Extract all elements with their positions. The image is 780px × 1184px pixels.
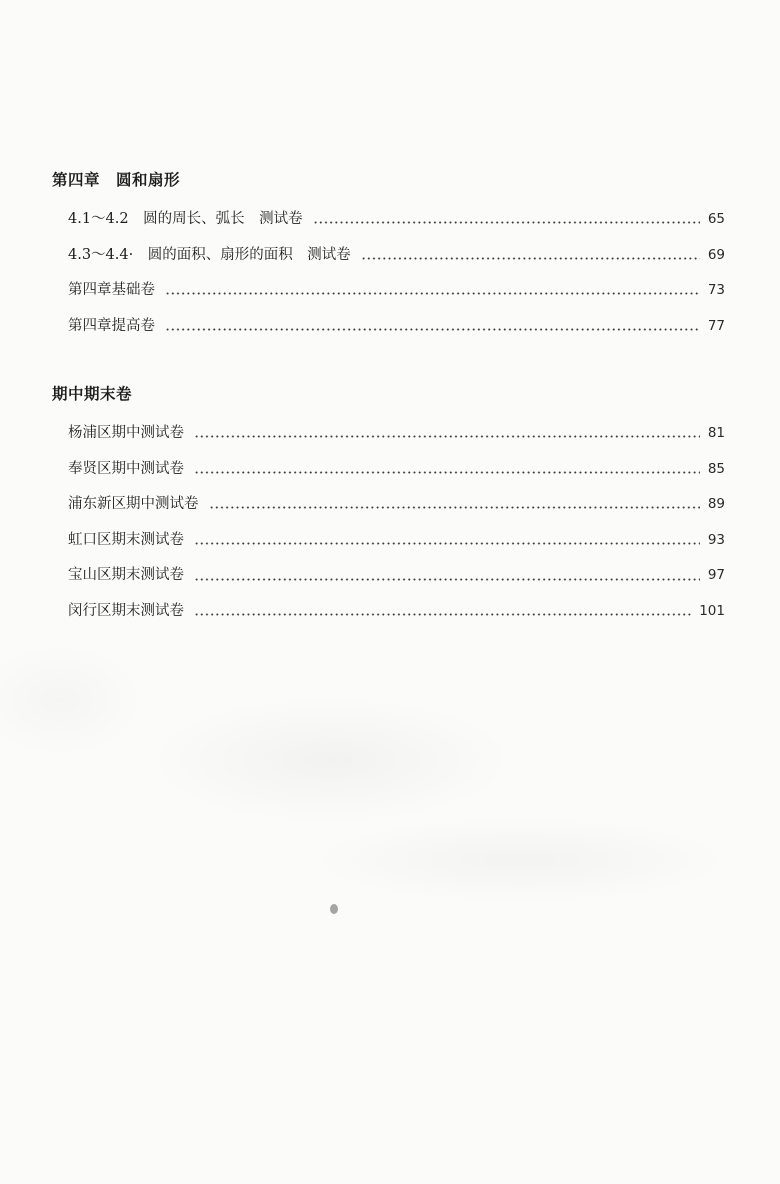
toc-entry[interactable]: [68, 238, 725, 274]
dot-leader: [165, 292, 700, 295]
toc-entry-page-number: 101: [699, 602, 725, 619]
toc-section-midterm-final: [52, 383, 732, 630]
toc-entry-label: 4.3～4.4· 圆的面积、扇形的面积 测试卷: [68, 246, 351, 263]
section-title: 期中期末卷: [52, 385, 133, 403]
toc-entry[interactable]: [68, 416, 725, 452]
toc-entry-label: 虹口区期末测试卷: [68, 531, 184, 548]
toc-section-chapter-4: [52, 169, 732, 344]
toc-entry[interactable]: [68, 309, 725, 345]
toc-entry-label: 4.1～4.2 圆的周长、弧长 测试卷: [68, 211, 303, 227]
toc-entry-label: 第四章提高卷: [68, 317, 155, 334]
dot-leader: [194, 471, 700, 474]
dot-leader: [194, 613, 691, 616]
toc-entry-label: 宝山区期末测试卷: [68, 567, 184, 584]
toc-entry-label: 奉贤区期中测试卷: [68, 460, 184, 477]
toc-entry[interactable]: [68, 273, 725, 309]
dot-leader: [194, 435, 700, 438]
toc-entry-label: 浦东新区期中测试卷: [68, 496, 199, 513]
dot-leader: [165, 328, 700, 331]
toc-entry-page-number: 77: [707, 317, 725, 334]
toc-entry[interactable]: [68, 452, 725, 488]
toc-entry-page-number: 93: [707, 531, 725, 548]
toc-entry[interactable]: [68, 523, 725, 559]
toc-entry-page-number: 81: [707, 425, 725, 441]
dot-leader: [194, 542, 700, 545]
toc-entry-page-number: 65: [707, 211, 725, 227]
toc-entry-label: 第四章基础卷: [68, 282, 155, 299]
toc-entry[interactable]: [68, 594, 725, 630]
dot-leader: [209, 506, 700, 509]
toc-entry[interactable]: [68, 487, 725, 523]
toc-entry-page-number: 89: [707, 496, 725, 513]
dot-leader: [194, 578, 700, 581]
section-title: 第四章 圆和扇形: [52, 171, 181, 189]
toc-entry[interactable]: [68, 202, 725, 238]
toc-entry-page-number: 69: [707, 246, 725, 263]
toc-entry-page-number: 73: [707, 282, 725, 299]
toc-entry-page-number: 97: [707, 567, 725, 584]
dot-leader: [313, 221, 700, 224]
toc-entry-label: 闵行区期末测试卷: [68, 602, 184, 619]
paper-smudge: [330, 904, 338, 914]
toc-entry-label: 杨浦区期中测试卷: [68, 425, 184, 441]
toc-entry[interactable]: [68, 558, 725, 594]
toc-entry-page-number: 85: [707, 460, 725, 477]
dot-leader: [361, 257, 700, 260]
